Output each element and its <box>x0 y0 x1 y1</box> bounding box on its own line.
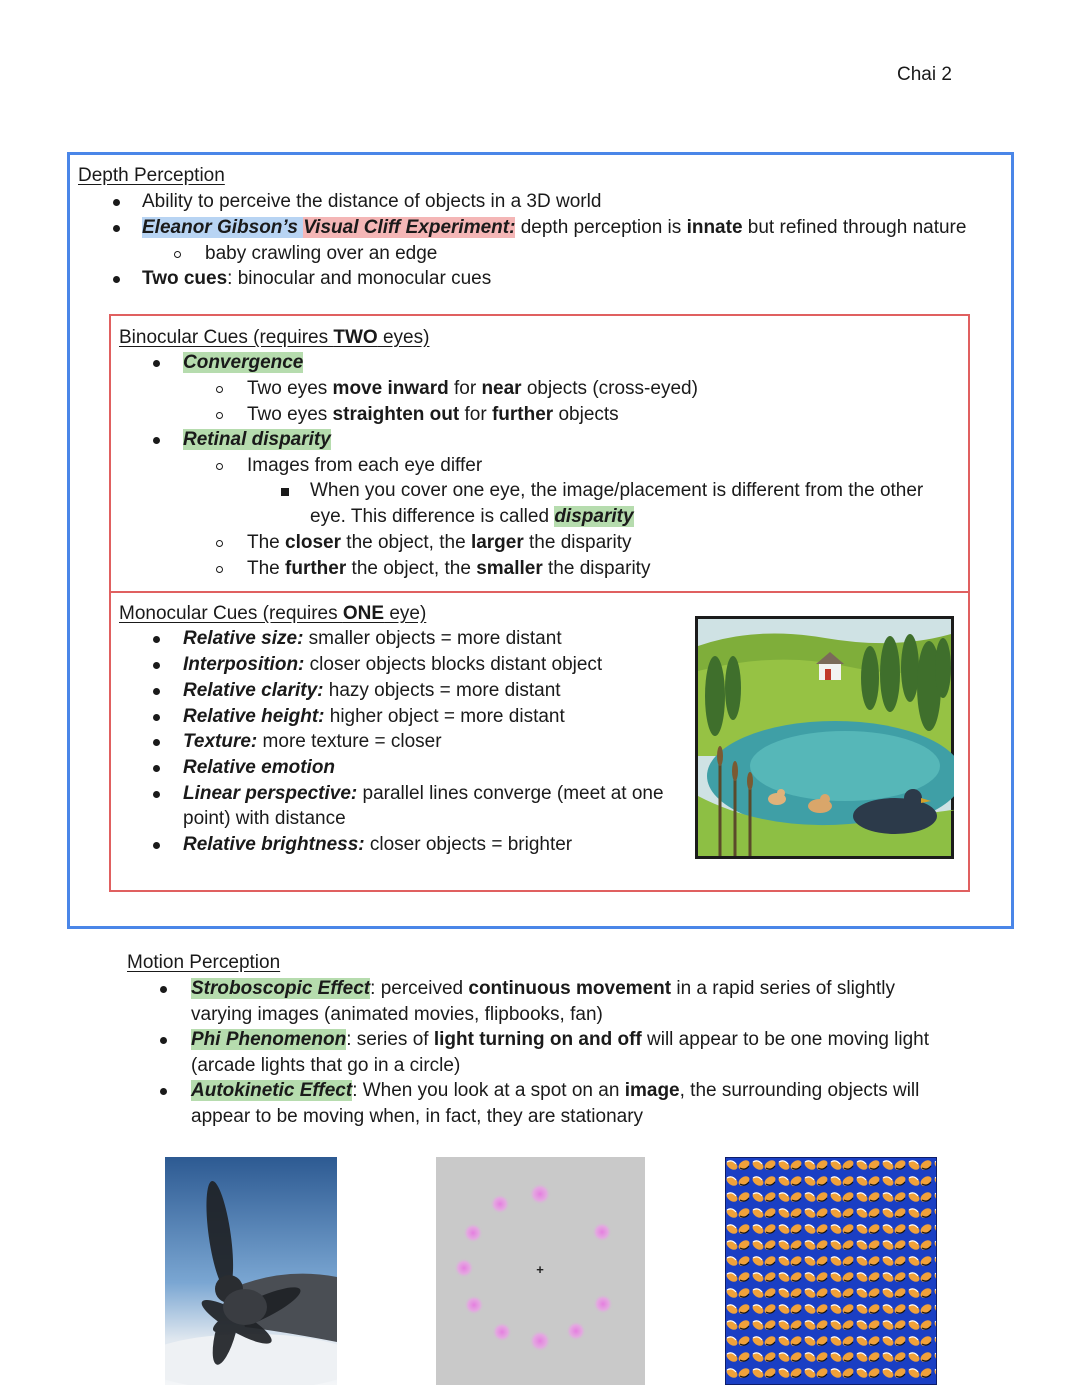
depth-title: Depth Perception <box>78 165 225 186</box>
propeller-photo <box>165 1157 337 1385</box>
monocular-title: Monocular Cues (requires ONE eye) <box>119 603 427 624</box>
bullet <box>160 986 167 993</box>
bullet <box>153 714 160 721</box>
page-label: Chai 2 <box>897 64 952 85</box>
autokinetic-illusion-image <box>725 1157 937 1385</box>
sub-bullet <box>174 251 181 258</box>
monocular-7: Linear perspective: parallel lines converge (meet at one <box>183 783 664 804</box>
bullet <box>113 199 120 206</box>
monocular-7-cont: point) with distance <box>183 808 346 829</box>
bullet <box>153 662 160 669</box>
monocular-1: Relative size: smaller objects = more distant <box>183 628 562 649</box>
motion-1: Stroboscopic Effect: perceived continuous movement in a rapid series of slightly <box>191 978 895 999</box>
bullet <box>160 1037 167 1044</box>
retinal-1a: When you cover one eye, the image/placement is different from the other <box>310 480 924 501</box>
binocular-title: Binocular Cues (requires TWO eyes) <box>119 327 430 348</box>
retinal-1: Images from each eye differ <box>247 455 483 476</box>
bullet <box>153 739 160 746</box>
sub-bullet <box>216 386 223 393</box>
depth-bullet-2: Eleanor Gibson’s Visual Cliff Experiment: depth perception is innate but refined through nature <box>142 217 967 238</box>
retinal-disparity-label: Retinal disparity <box>183 429 331 450</box>
monocular-3: Relative clarity: hazy objects = more distant <box>183 680 561 701</box>
monocular-5: Texture: more texture = closer <box>183 731 442 752</box>
bullet <box>153 688 160 695</box>
motion-title: Motion Perception <box>127 952 281 973</box>
motion-3: Autokinetic Effect: When you look at a spot on an image, the surrounding objects will <box>191 1080 920 1101</box>
bullet <box>153 765 160 772</box>
phi-phenomenon-dots-image <box>436 1157 645 1385</box>
sub-bullet <box>216 540 223 547</box>
depth-bullet-3: Two cues: binocular and monocular cues <box>142 268 492 289</box>
pond-landscape-illustration <box>695 616 954 859</box>
motion-1-cont: varying images (animated movies, flipbooks, fan) <box>191 1004 603 1025</box>
motion-3-cont: appear to be moving when, in fact, they are stationary <box>191 1106 644 1127</box>
depth-sub-1: baby crawling over an edge <box>205 243 438 264</box>
monocular-2: Interposition: closer objects blocks distant object <box>183 654 603 675</box>
sub-bullet <box>216 463 223 470</box>
bullet <box>153 360 160 367</box>
monocular-4: Relative height: higher object = more distant <box>183 706 565 727</box>
sub-bullet <box>216 412 223 419</box>
bullet <box>160 1088 167 1095</box>
bullet <box>153 791 160 798</box>
bullet <box>153 636 160 643</box>
convergence-1: Two eyes move inward for near objects (cross-eyed) <box>247 378 698 399</box>
sub-bullet <box>216 566 223 573</box>
motion-2: Phi Phenomenon: series of light turning on and off will appear to be one moving light <box>191 1029 930 1050</box>
depth-bullet-1: Ability to perceive the distance of objects in a 3D world <box>142 191 602 212</box>
bullet <box>153 842 160 849</box>
retinal-3: The further the object, the smaller the disparity <box>247 558 651 579</box>
motion-2-cont: (arcade lights that go in a circle) <box>191 1055 461 1076</box>
fixation-cross: + <box>536 1262 544 1277</box>
convergence-label: Convergence <box>183 352 304 373</box>
retinal-1b: eye. This difference is called disparity <box>310 506 634 527</box>
retinal-2: The closer the object, the larger the disparity <box>247 532 632 553</box>
monocular-6: Relative emotion <box>183 757 336 778</box>
convergence-2: Two eyes straighten out for further objects <box>247 404 619 425</box>
monocular-8: Relative brightness: closer objects = brighter <box>183 834 573 855</box>
square-bullet <box>281 488 289 496</box>
bullet <box>113 225 120 232</box>
bullet <box>153 437 160 444</box>
bullet <box>113 276 120 283</box>
